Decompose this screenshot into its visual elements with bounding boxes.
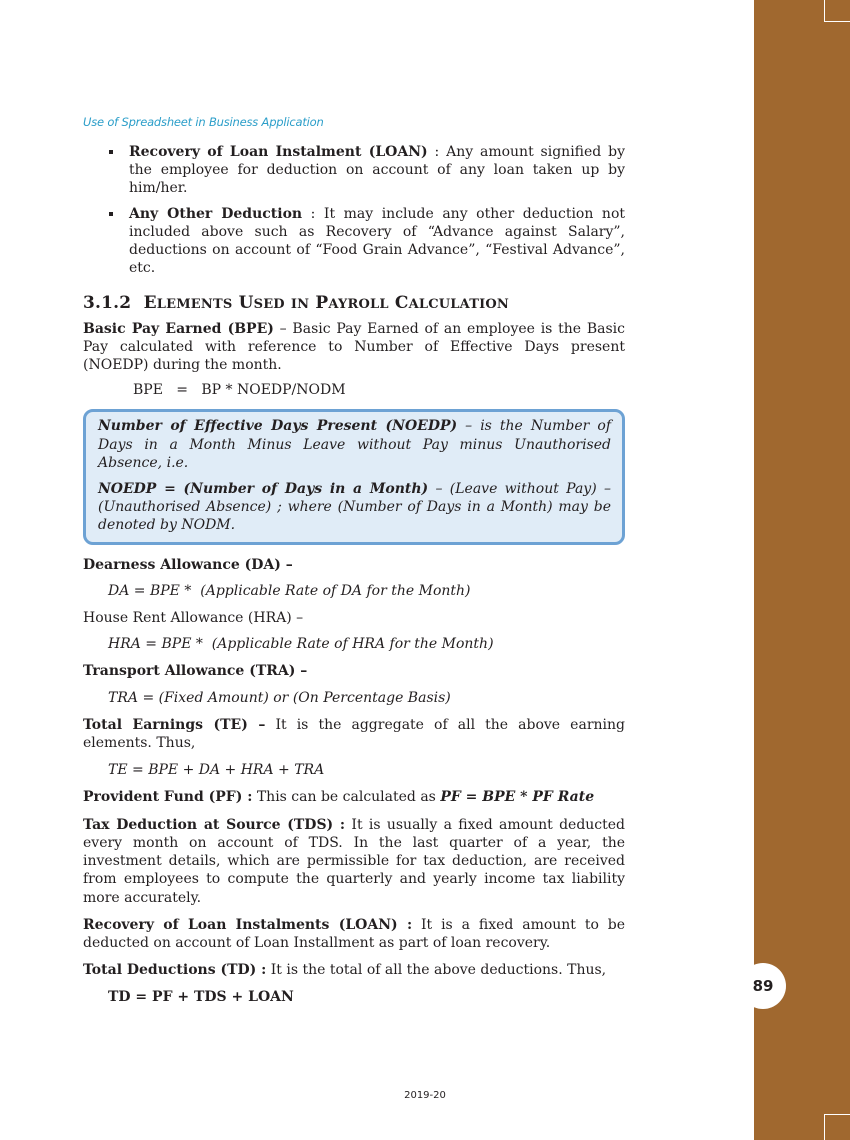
bullet-square-icon: [109, 212, 113, 216]
tds-term: Tax Deduction at Source (TDS) :: [83, 816, 346, 833]
section-title-part: P: [315, 293, 329, 314]
crop-mark-bottom: [824, 1114, 850, 1140]
section-title-part: ALCULATION: [408, 297, 509, 313]
te-paragraph: [83, 716, 625, 752]
section-title-part: U: [238, 293, 254, 314]
bpe-paragraph: [83, 320, 625, 375]
td-text: It is the total of all the above deductions. Thus,: [266, 962, 607, 979]
section-title-part: E: [143, 293, 157, 314]
infobox-paragraph: [98, 417, 611, 472]
bullet-square-icon: [109, 150, 113, 154]
section-heading: [83, 294, 625, 314]
bullet-term: Recovery of Loan Instalment (LOAN): [129, 144, 428, 160]
loan-paragraph: [83, 916, 625, 952]
hra-heading: House Rent Allowance (HRA) –: [83, 610, 304, 627]
noedp-info-box: [83, 409, 625, 544]
da-term: Dearness Allowance (DA) –: [83, 556, 293, 573]
infobox-term: Number of Effective Days Present (NOEDP): [98, 418, 458, 435]
pf-formula: PF = BPE * PF Rate: [440, 789, 595, 806]
pf-text: This can be calculated as: [252, 789, 441, 806]
section-title-part: SED: [253, 297, 285, 313]
bullet-term: Any Other Deduction: [129, 205, 303, 222]
infobox-paragraph: [98, 480, 611, 535]
tra-term: Transport Allowance (TRA) –: [83, 663, 308, 680]
infobox-text: – (Leave without Pay) – (Unauthorised Absence) ; where (Number of Days in a Month) may be denoted by NODM.: [98, 481, 611, 534]
tds-paragraph: [83, 816, 625, 907]
loan-text: It is a fixed amount to be deducted on account of Loan Installment as part of loan recovery.: [83, 916, 626, 951]
td-formula: TD = PF + TDS + LOAN: [108, 989, 294, 1006]
loan-term: Recovery of Loan Instalments (LOAN) :: [83, 916, 413, 933]
bpe-formula: BPE = BP * NOEDP/NODM: [133, 382, 346, 399]
crop-mark-top: [824, 0, 850, 22]
te-term: Total Earnings (TE) –: [83, 716, 266, 733]
tds-text: It is usually a fixed amount deducted every month on account of TDS. In the last quarter of a year, the investment details, which are permissible for tax deduction, are received from employees to compute the quarterly and yearly income tax liability more accurately.: [83, 816, 626, 906]
td-paragraph: [83, 961, 625, 979]
te-text: It is the aggregate of all the above earning elements. Thus,: [83, 716, 625, 752]
page-content: [83, 143, 625, 1007]
infobox-text: – is the Number of Days in a Month Minus Leave without Pay minus Unauthorised Absence, i.e.: [98, 418, 611, 471]
bpe-term: Basic Pay Earned (BPE): [83, 320, 274, 337]
bullet-item: [83, 205, 625, 278]
bullet-item: [83, 143, 625, 198]
hra-formula: HRA = BPE * (Applicable Rate of HRA for the Month): [108, 636, 494, 653]
infobox-term: NOEDP = (Number of Days in a Month): [98, 481, 429, 498]
td-term: Total Deductions (TD) :: [83, 962, 267, 979]
da-heading: [83, 556, 625, 574]
section-title-part: LEMENTS: [156, 297, 233, 313]
section-title-part: IN: [290, 297, 310, 313]
page-number: 89: [740, 963, 786, 1009]
section-title-part: AYROLL: [328, 297, 389, 313]
tra-heading: [83, 662, 625, 680]
tra-formula: TRA = (Fixed Amount) or (On Percentage Basis): [108, 689, 451, 706]
te-formula: TE = BPE + DA + HRA + TRA: [108, 762, 325, 779]
running-head: Use of Spreadsheet in Business Application: [83, 115, 324, 129]
section-number: 3.1.2: [83, 293, 132, 314]
da-formula: DA = BPE * (Applicable Rate of DA for the Month): [108, 582, 471, 599]
bullet-text: : Any amount signified by the employee for deduction on account of any loan taken up by him/her.: [129, 144, 625, 197]
pf-paragraph: [83, 788, 625, 806]
section-title-part: C: [394, 293, 409, 314]
bpe-text: – Basic Pay Earned of an employee is the Basic Pay calculated with reference to Number of Effective Days present (NOEDP) during the month.: [83, 320, 625, 374]
footer-year: 2019-20: [404, 1090, 446, 1101]
bullet-text: : It may include any other deduction not included above such as Recovery of “Advance against Salary”, deductions on account of “Food Grain Advance”, “Festival Advance”, etc.: [129, 205, 625, 277]
pf-term: Provident Fund (PF) :: [83, 789, 253, 806]
